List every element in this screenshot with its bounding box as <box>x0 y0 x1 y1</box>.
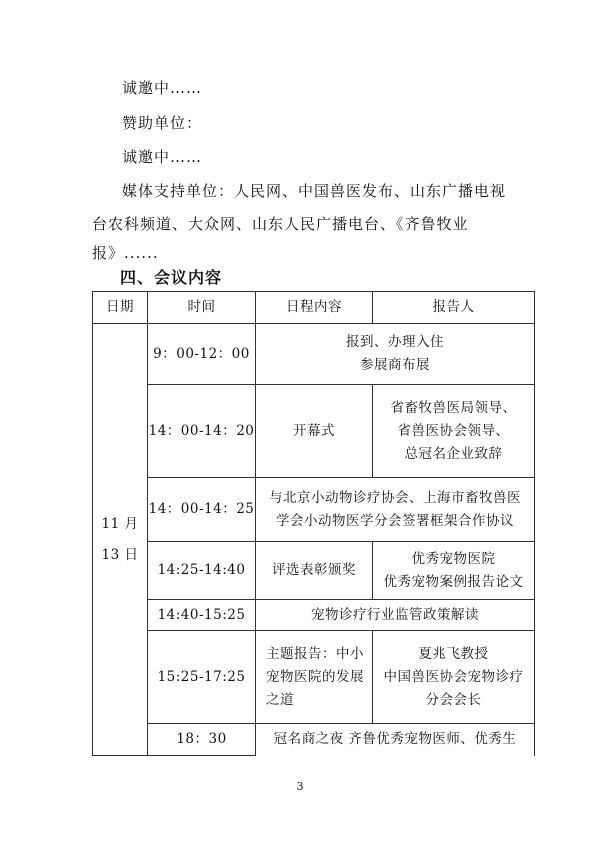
header-time: 时间 <box>148 292 256 324</box>
speaker-cell <box>373 631 535 724</box>
table-row <box>93 542 535 600</box>
agenda-line: 参展商布展 <box>360 357 430 373</box>
table-header-row <box>93 292 535 324</box>
date-day: 13 日 <box>101 546 139 563</box>
time-cell: 15:25-17:25 <box>148 631 256 724</box>
paragraph-inviting-1: 诚邀中…… <box>122 79 203 97</box>
agenda-line: 之道 <box>266 691 294 708</box>
speaker-line: 省兽医协会领导、 <box>397 422 510 439</box>
header-speaker: 报告人 <box>373 292 535 324</box>
agenda-line: 报到、办理入住 <box>346 334 444 350</box>
table-row <box>93 478 535 542</box>
paragraph-sponsor-label: 赞助单位： <box>122 114 203 132</box>
speaker-line: 优秀宠物医院 <box>411 550 496 567</box>
time-cell: 9：00-12：00 <box>148 324 256 385</box>
paragraph-inviting-2: 诚邀中…… <box>122 148 203 166</box>
speaker-line: 中国兽医协会宠物诊疗 <box>383 668 524 685</box>
agenda-cell: 开幕式 <box>256 385 373 478</box>
paragraph-media-line-1: 媒体支持单位：人民网、中国兽医发布、山东广播电视 <box>122 182 507 200</box>
table-row <box>93 724 535 756</box>
paragraph-media-line-2: 台农科频道、大众网、山东人民广播电台、《齐鲁牧业 <box>92 215 469 233</box>
time-cell: 14:40-15:25 <box>148 600 256 631</box>
table-row <box>93 631 535 724</box>
time-cell: 14:25-14:40 <box>148 542 256 600</box>
agenda-line: 与北京小动物诊疗协会、上海市畜牧兽医 <box>269 489 521 506</box>
agenda-line: 主题报告：中小 <box>266 645 364 662</box>
speaker-line: 分会会长 <box>425 691 482 708</box>
speaker-line: 夏兆飞教授 <box>418 645 489 662</box>
speaker-cell <box>373 542 535 600</box>
table-row <box>93 600 535 631</box>
agenda-line: 学会小动物医学分会签署框架合作协议 <box>276 512 514 529</box>
header-agenda: 日程内容 <box>256 292 373 324</box>
time-cell: 14：00-14：25 <box>148 478 256 542</box>
speaker-cell <box>373 385 535 478</box>
table-row <box>93 385 535 478</box>
agenda-line: 宠物医院的发展 <box>266 668 364 685</box>
agenda-cell <box>256 631 373 724</box>
merged-agenda-cell <box>256 324 535 385</box>
schedule-table <box>92 291 535 756</box>
table-row <box>93 324 535 385</box>
time-cell: 18：30 <box>148 724 256 756</box>
section-heading: 四、会议内容 <box>120 268 223 287</box>
speaker-line: 优秀宠物案例报告论文 <box>383 573 524 590</box>
paragraph-media-line-3: 报》...... <box>92 244 159 262</box>
header-date: 日期 <box>93 292 148 324</box>
agenda-cell: 评选表彰颁奖 <box>256 542 373 600</box>
speaker-line: 总冠名企业致辞 <box>404 445 503 462</box>
merged-agenda-cell: 冠名商之夜 齐鲁优秀宠物医师、优秀生 <box>256 724 535 756</box>
date-cell <box>93 324 148 756</box>
time-cell: 14：00-14：20 <box>148 385 256 478</box>
date-month: 11 月 <box>101 515 139 532</box>
page-number: 3 <box>296 780 304 793</box>
speaker-line: 省畜牧兽医局领导、 <box>390 399 517 416</box>
merged-agenda-cell <box>256 478 535 542</box>
merged-agenda-cell: 宠物诊疗行业监管政策解读 <box>256 600 535 631</box>
